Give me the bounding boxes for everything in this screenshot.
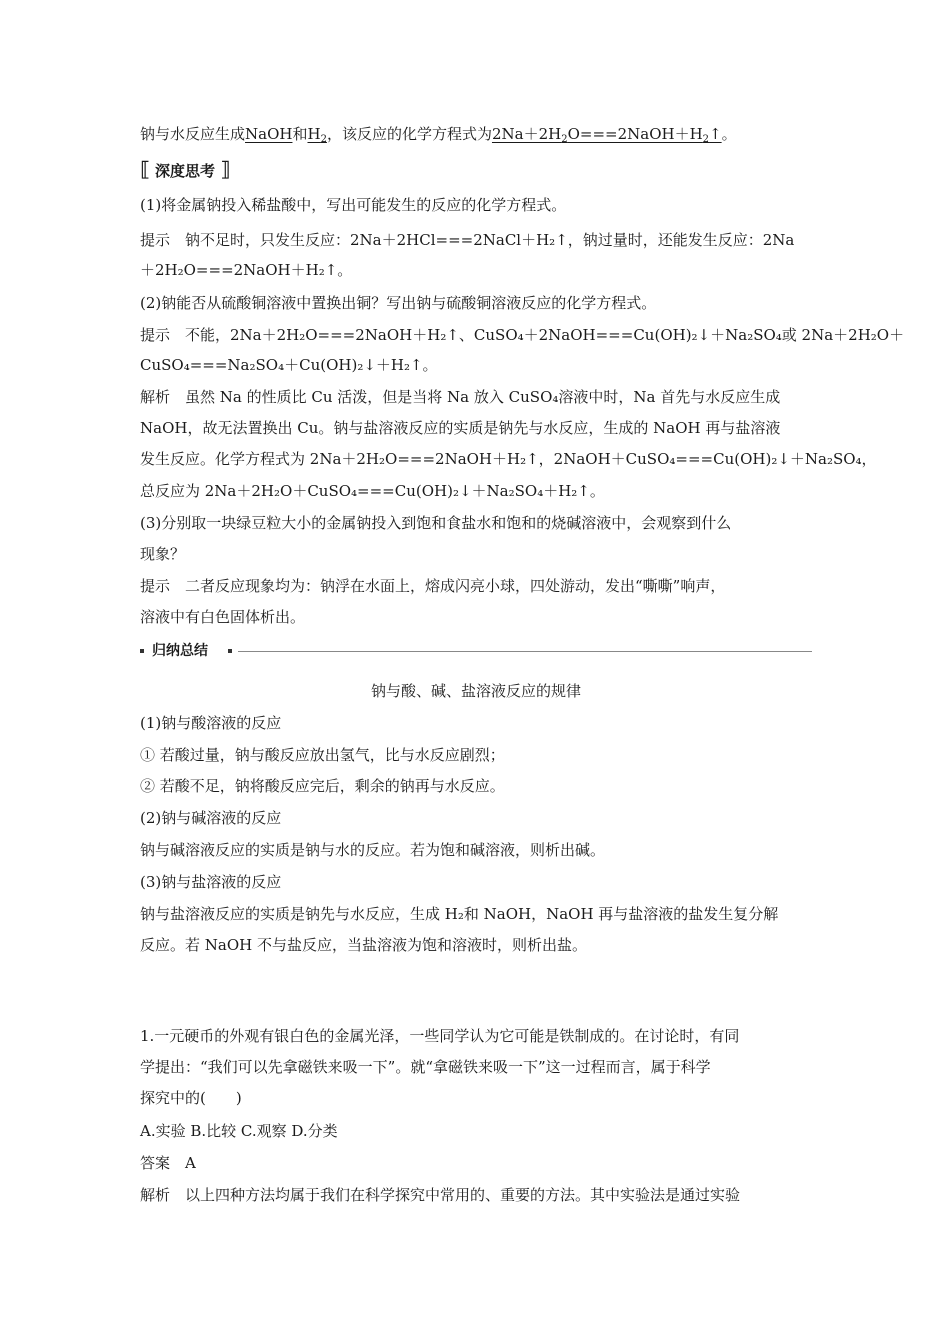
h2-text: H (307, 125, 321, 143)
exercise-analysis: 解析 以上四种方法均属于我们在科学探究中常用的、重要的方法。其中实验法是通过实验 (140, 1186, 741, 1204)
acid-point-2: ② 若酸不足，钠将酸反应完后，剩余的钠再与水反应。 (140, 777, 505, 795)
eq-part-c: ↑ (709, 125, 722, 143)
acid-point-1: ① 若酸过量，钠与酸反应放出氢气，比与水反应剧烈； (140, 746, 505, 764)
deep-thinking-label: 深度思考 (154, 162, 215, 180)
base-text: 钠与碱溶液反应的实质是钠与水的反应。若为饱和碱溶液，则析出碱。 (140, 841, 606, 859)
salt-text-2: 反应。若 NaOH 不与盐反应，当盐溶液为饱和溶液时，则析出盐。 (140, 936, 587, 954)
summary-header (140, 641, 812, 661)
q2-question: (2)钠能否从硫酸铜溶液中置换出铜？写出钠与硫酸铜溶液反应的化学方程式。 (140, 294, 657, 312)
q2-analysis-1: 解析 虽然 Na 的性质比 Cu 活泼，但是当将 Na 放入 CuSO₄溶液中时，Na 首先与水反应生成 (140, 388, 781, 406)
eq-part-b: O===2NaOH＋H (567, 125, 703, 143)
summary-title: 归纳总结 (152, 643, 208, 659)
q3-question-1: (3)分别取一块绿豆粒大小的金属钠投入到饱和食盐水和饱和的烧碱溶液中，会观察到什么 (140, 514, 732, 532)
exercise-answer: 答案 A (140, 1154, 196, 1172)
acid-heading: (1)钠与酸溶液的反应 (140, 714, 282, 732)
base-heading: (2)钠与碱溶液的反应 (140, 809, 282, 827)
bracket-open: ⟦ (140, 157, 150, 181)
q2-analysis-3: 发生反应。化学方程式为 2Na＋2H₂O===2NaOH＋H₂↑，2NaOH＋CuSO₄===Cu(OH)₂↓＋Na₂SO₄， (140, 450, 877, 468)
q1-hint-1: 提示 钠不足时，只发生反应：2Na＋2HCl===2NaCl＋H₂↑，钠过量时，还能发生反应：2Na (140, 231, 795, 249)
q3-question-2: 现象？ (140, 545, 186, 563)
deep-thinking-badge (140, 157, 230, 183)
intro-end: 。 (721, 125, 737, 143)
q2-analysis-4: 总反应为 2Na＋2H₂O＋CuSO₄===Cu(OH)₂↓＋Na₂SO₄＋H₂↑。 (140, 482, 605, 500)
eq-subscript-2: 2 (702, 134, 710, 145)
intro-and: 和 (292, 125, 308, 143)
q1-question: (1)将金属钠投入稀盐酸中，写出可能发生的反应的化学方程式。 (140, 196, 567, 214)
salt-heading: (3)钠与盐溶液的反应 (140, 873, 282, 891)
eq-subscript: 2 (561, 134, 568, 145)
summary-heading: 钠与酸、碱、盐溶液反应的规律 (370, 682, 581, 700)
eq-part-a: 2Na＋2H (491, 125, 562, 143)
equation-answer (492, 125, 722, 143)
intro-text-2: ，该反应的化学方程式为 (326, 125, 492, 143)
exercise-line-1: 1.一元硬币的外观有银白色的金属光泽，一些同学认为它可能是铁制成的。在讨论时，有同 (140, 1027, 740, 1045)
q1-hint-2: ＋2H₂O===2NaOH＋H₂↑。 (140, 261, 353, 279)
q2-hint-2: CuSO₄===Na₂SO₄＋Cu(OH)₂↓＋H₂↑。 (140, 356, 438, 374)
q3-hint-1: 提示 二者反应现象均为：钠浮在水面上，熔成闪亮小球，四处游动，发出“嘶嘶”响声， (140, 577, 726, 595)
naoh-answer: NaOH (245, 125, 293, 143)
exercise-line-3: 探究中的( ) (140, 1089, 242, 1107)
exercise-options: A.实验 B.比较 C.观察 D.分类 (140, 1122, 338, 1140)
q2-hint-1: 提示 不能，2Na＋2H₂O===2NaOH＋H₂↑、CuSO₄＋2NaOH===Cu(OH)₂↓＋Na₂SO₄或 2Na＋2H₂O＋ (140, 326, 905, 344)
q3-hint-2: 溶液中有白色固体析出。 (140, 608, 306, 626)
intro-line (140, 124, 737, 144)
q2-analysis-2: NaOH，故无法置换出 Cu。钠与盐溶液反应的实质是钠先与水反应，生成的 NaOH 再与盐溶液 (140, 419, 781, 437)
square-bullet-icon (140, 649, 144, 653)
divider (238, 651, 812, 652)
salt-text-1: 钠与盐溶液反应的实质是钠先与水反应，生成 H₂和 NaOH，NaOH 再与盐溶液的盐发生复分解 (140, 905, 779, 923)
square-bullet-icon (228, 649, 232, 653)
exercise-line-2: 学提出：“我们可以先拿磁铁来吸一下”。就“拿磁铁来吸一下”这一过程而言，属于科学 (140, 1058, 711, 1076)
intro-text: 钠与水反应生成 (140, 125, 246, 143)
h2-subscript: 2 (320, 134, 327, 145)
h2-answer (307, 125, 326, 143)
bracket-close: ⟧ (220, 157, 230, 181)
